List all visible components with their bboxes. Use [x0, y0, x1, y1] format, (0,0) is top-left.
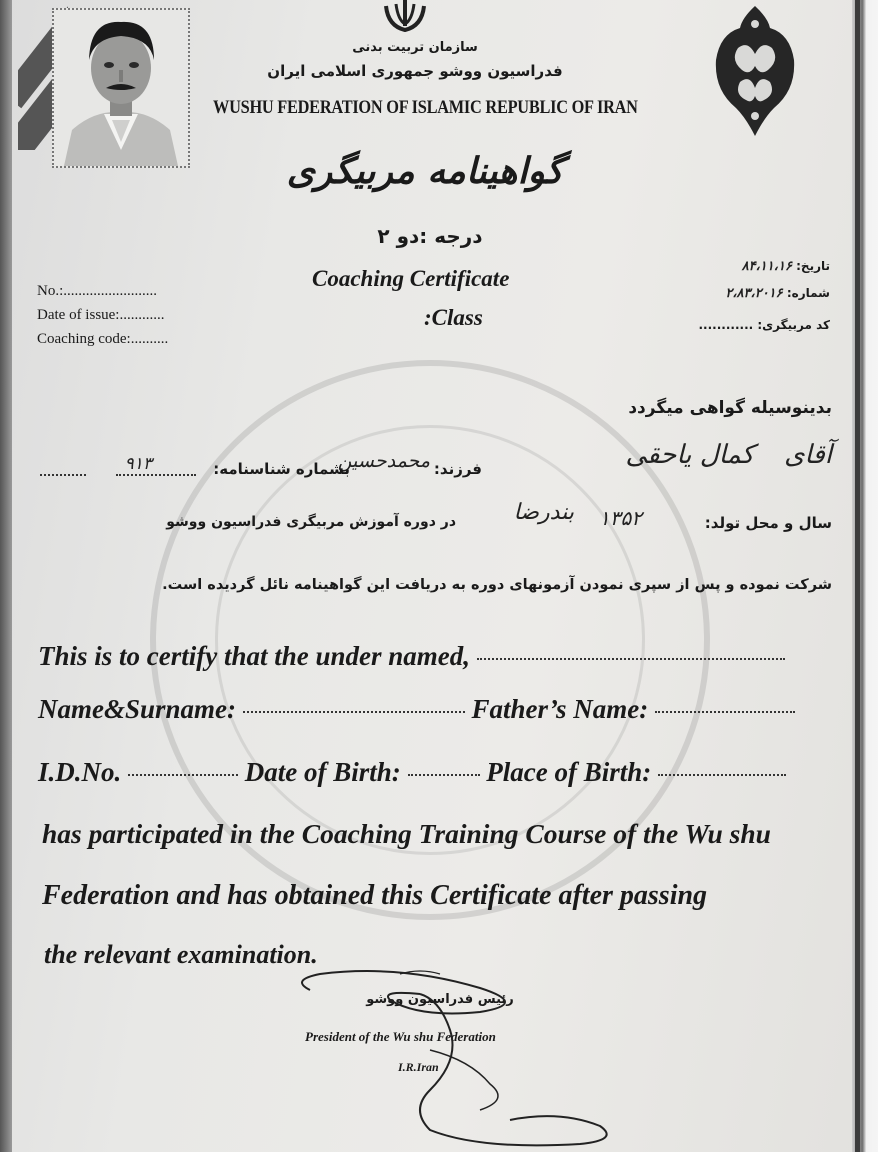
- name-value-fa: کمال یاحقی: [625, 440, 754, 470]
- id-label-en: I.D.No.: [38, 757, 122, 787]
- father-label-fa: فرزند:: [433, 460, 482, 478]
- organization-name-fa: سازمان تربیت بدنی: [352, 40, 478, 55]
- portrait-photo: [52, 8, 190, 168]
- date-row-fa: [680, 259, 830, 274]
- course-text-fa: در دوره آموزش مربیگری فدراسیون ووشو: [166, 514, 456, 530]
- coaching-code-label: Coaching code:..........: [37, 331, 169, 347]
- father-label-en: Father’s Name:: [471, 694, 649, 724]
- participation-line-3: the relevant examination.: [44, 940, 318, 969]
- federation-name-en: WUSHU FEDERATION OF ISLAMIC REPUBLIC OF IRAN: [213, 97, 638, 118]
- name-label-en: Name&Surname:: [38, 694, 237, 724]
- right-border-line: [855, 0, 860, 1152]
- president-title-en: President of the Wu shu Federation: [305, 1029, 496, 1044]
- date-value-fa: ۸۴،۱۱،۱۶: [741, 259, 792, 274]
- date-label-fa: تاریخ:: [796, 259, 830, 273]
- dob-label-en: Date of Birth:: [244, 757, 401, 787]
- id-dotline-en: [128, 774, 238, 776]
- birth-row-fa: [36, 500, 832, 540]
- certify-line-en: [38, 641, 785, 672]
- seal-stamp-inner: [215, 425, 645, 855]
- number-label-en: No.:.........................: [37, 283, 157, 299]
- number-value-fa: ۲،۸۳،۲۰۱۶: [725, 286, 783, 301]
- wushu-federation-logo: [708, 4, 802, 142]
- certify-text: This is to certify that the under named,: [38, 641, 471, 671]
- father-value-fa: محمدحسین: [337, 450, 430, 472]
- id-dotline: [40, 474, 86, 476]
- number-row-fa: [680, 286, 830, 301]
- participation-line-2: Federation and has obtained this Certificate after passing: [42, 880, 708, 911]
- certify-intro-fa: بدینوسیله گواهی میگردد: [628, 398, 832, 418]
- dob-dotline: [408, 774, 480, 776]
- id-row-en: [38, 757, 786, 788]
- id-value-fa: ۹۱۳: [124, 454, 152, 474]
- name-row-en: [38, 694, 795, 725]
- left-page-edge: [0, 0, 12, 1152]
- name-dotline: [243, 711, 465, 713]
- id-label-fa: بشماره شناسنامه:: [213, 460, 350, 478]
- certificate-class-en: :Class: [424, 305, 483, 330]
- name-label-fa: آقای: [784, 440, 832, 470]
- name-row-fa: [36, 440, 832, 480]
- number-label-fa: شماره:: [786, 286, 830, 300]
- iran-emblem: [380, 0, 430, 40]
- certificate-title-en: Coaching Certificate: [312, 266, 510, 291]
- pob-dotline: [658, 774, 786, 776]
- closing-text-fa: شرکت نموده و پس از سپری نمودن آزمونهای دوره به دریافت این گواهینامه نائل گردیده است.: [162, 577, 832, 593]
- date-of-issue-label: Date of issue:............: [37, 307, 165, 323]
- id-dotline-2: [116, 474, 196, 476]
- birth-place-fa: بندرضا: [513, 500, 574, 525]
- federation-name-fa: فدراسیون ووشو جمهوری اسلامی ایران: [267, 62, 563, 80]
- participation-line-1: has participated in the Coaching Training Course of the Wu shu: [42, 818, 771, 849]
- country-label: I.R.Iran: [398, 1060, 439, 1074]
- certify-dotline: [477, 658, 785, 660]
- pob-label-en: Place of Birth:: [486, 757, 652, 787]
- president-title-fa: رئیس فدراسیون ووشو: [366, 992, 514, 1007]
- certificate-title-fa: گواهینامه مربیگری: [286, 150, 564, 192]
- father-dotline: [655, 711, 795, 713]
- birth-year-fa: ۱۳۵۲: [599, 506, 642, 530]
- coaching-code-label-fa: کد مربیگری: ............: [698, 318, 830, 332]
- birth-label-fa: سال و محل تولد:: [704, 514, 832, 532]
- certificate-degree-fa: درجه :دو ۲: [377, 224, 483, 248]
- president-signature: [280, 960, 640, 1150]
